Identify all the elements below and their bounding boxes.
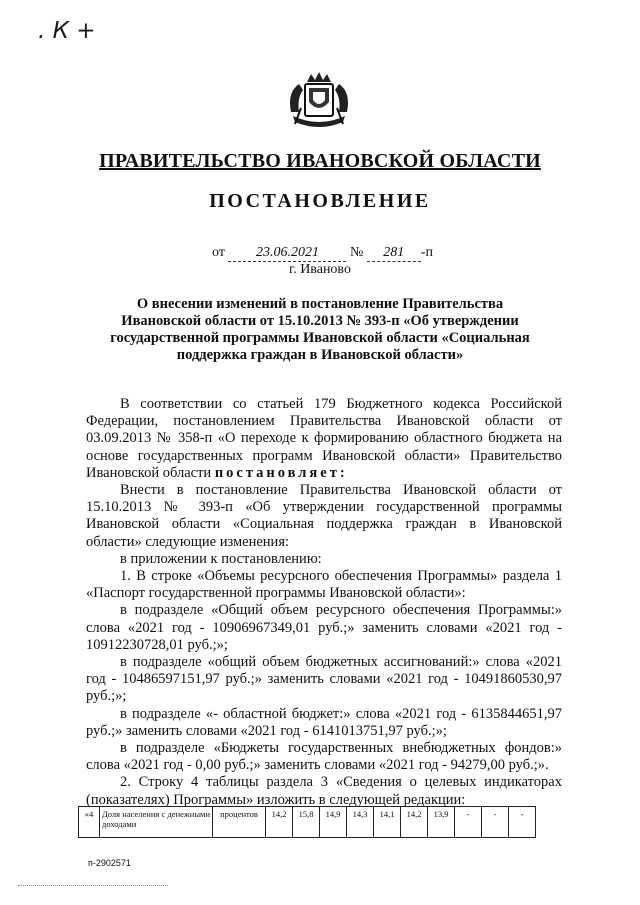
table-cell-value: 14,1 [374,807,401,838]
body-paragraph: в подразделе «- областной бюджет:» слова «2021 год - 6135844651,97 руб.;» заменить словами «2021 год - 6141013751,97 руб.;»; [86,705,562,739]
table-row [79,807,536,838]
subject-line: государственной программы Ивановской области «Социальная [110,330,530,346]
table-cell-value: 14,9 [320,807,347,838]
document-code: п-2902571 [88,858,131,868]
body-paragraph: 1. В строке «Объемы ресурсного обеспечения Программы» раздела 1 «Паспорт государственной программы Ивановской области»: [86,568,562,602]
table-cell-value: 15,8 [293,807,320,838]
table-cell-value: 14,2 [401,807,428,838]
decree-verb: постановляет: [214,464,348,481]
decree-date: 23.06.2021 [228,245,346,262]
decree-number-sign: № [349,245,364,260]
subject-line: поддержка граждан в Ивановской области» [176,347,464,363]
decree-number-suffix: -п [420,245,433,260]
table-cell-row-number: «4 [79,807,100,838]
body-paragraph: в подразделе «Бюджеты государственных внебюджетных фондов:» слова «2021 год - 0,00 руб.;» заменить словами «2021 год - 94279,00 руб.;». [86,740,562,774]
body-paragraph [86,396,562,482]
table-cell-value: - [482,807,509,838]
subject-line: О внесении изменений в постановление Правительства [136,296,504,312]
decree-number: 281 [367,245,421,262]
decree-body [86,396,562,809]
coat-of-arms-icon [281,72,357,134]
indicator-table [78,806,536,838]
decree-city: г. Иваново [289,262,351,277]
decree-date-number [212,245,433,262]
body-text: В соответствии со статьей 179 Бюджетного кодекса Российской Федерации, постановлением Правительства Ивановской области от 03.09.2013 № 358-п «О переходе к формированию областного бюджета на основе государственных программ Ивановской области» Правительство Ивановской области [86,396,562,481]
subject-line: Ивановской области от 15.10.2013 № 393-п «Об утверждении [121,313,519,329]
body-paragraph: 2. Строку 4 таблицы раздела 3 «Сведения о целевых индикаторах (показателях) Программы» изложить в следующей редакции: [86,774,562,808]
scan-artifact-divider [18,885,168,886]
government-title: ПРАВИТЕЛЬСТВО ИВАНОВСКОЙ ОБЛАСТИ [99,150,541,172]
table-cell-value: - [455,807,482,838]
body-paragraph: в подразделе «Общий объем ресурсного обеспечения Программы:» слова «2021 год - 10906967349,01 руб.;» заменить словами «2021 год - 10912230728,01 руб.;»; [86,602,562,653]
document-type-title: ПОСТАНОВЛЕНИЕ [209,190,431,212]
table-cell-value: 14,2 [266,807,293,838]
table-cell-indicator-name: Доля населения с денежными доходами [100,807,213,838]
handwritten-mark: . К + [38,18,96,44]
body-paragraph: в подразделе «общий объем бюджетных ассигнований:» слова «2021 год - 10486597151,97 руб.;» заменить словами «2021 год - 10491860530,97 руб.;»; [86,654,562,705]
body-paragraph: в приложении к постановлению: [120,550,322,567]
decree-from-label: от [212,245,225,260]
body-paragraph: Внести в постановление Правительства Ивановской области от 15.10.2013 № 393-п «Об утверждении государственной программы Ивановской области «Социальная поддержка граждан в Ивановской области» следующие изменения: [86,482,562,550]
decree-subject [90,296,550,364]
table-cell-value: 13,9 [428,807,455,838]
table-cell-unit: процентов [213,807,266,838]
table-cell-value: - [509,807,536,838]
table-cell-value: 14,3 [347,807,374,838]
